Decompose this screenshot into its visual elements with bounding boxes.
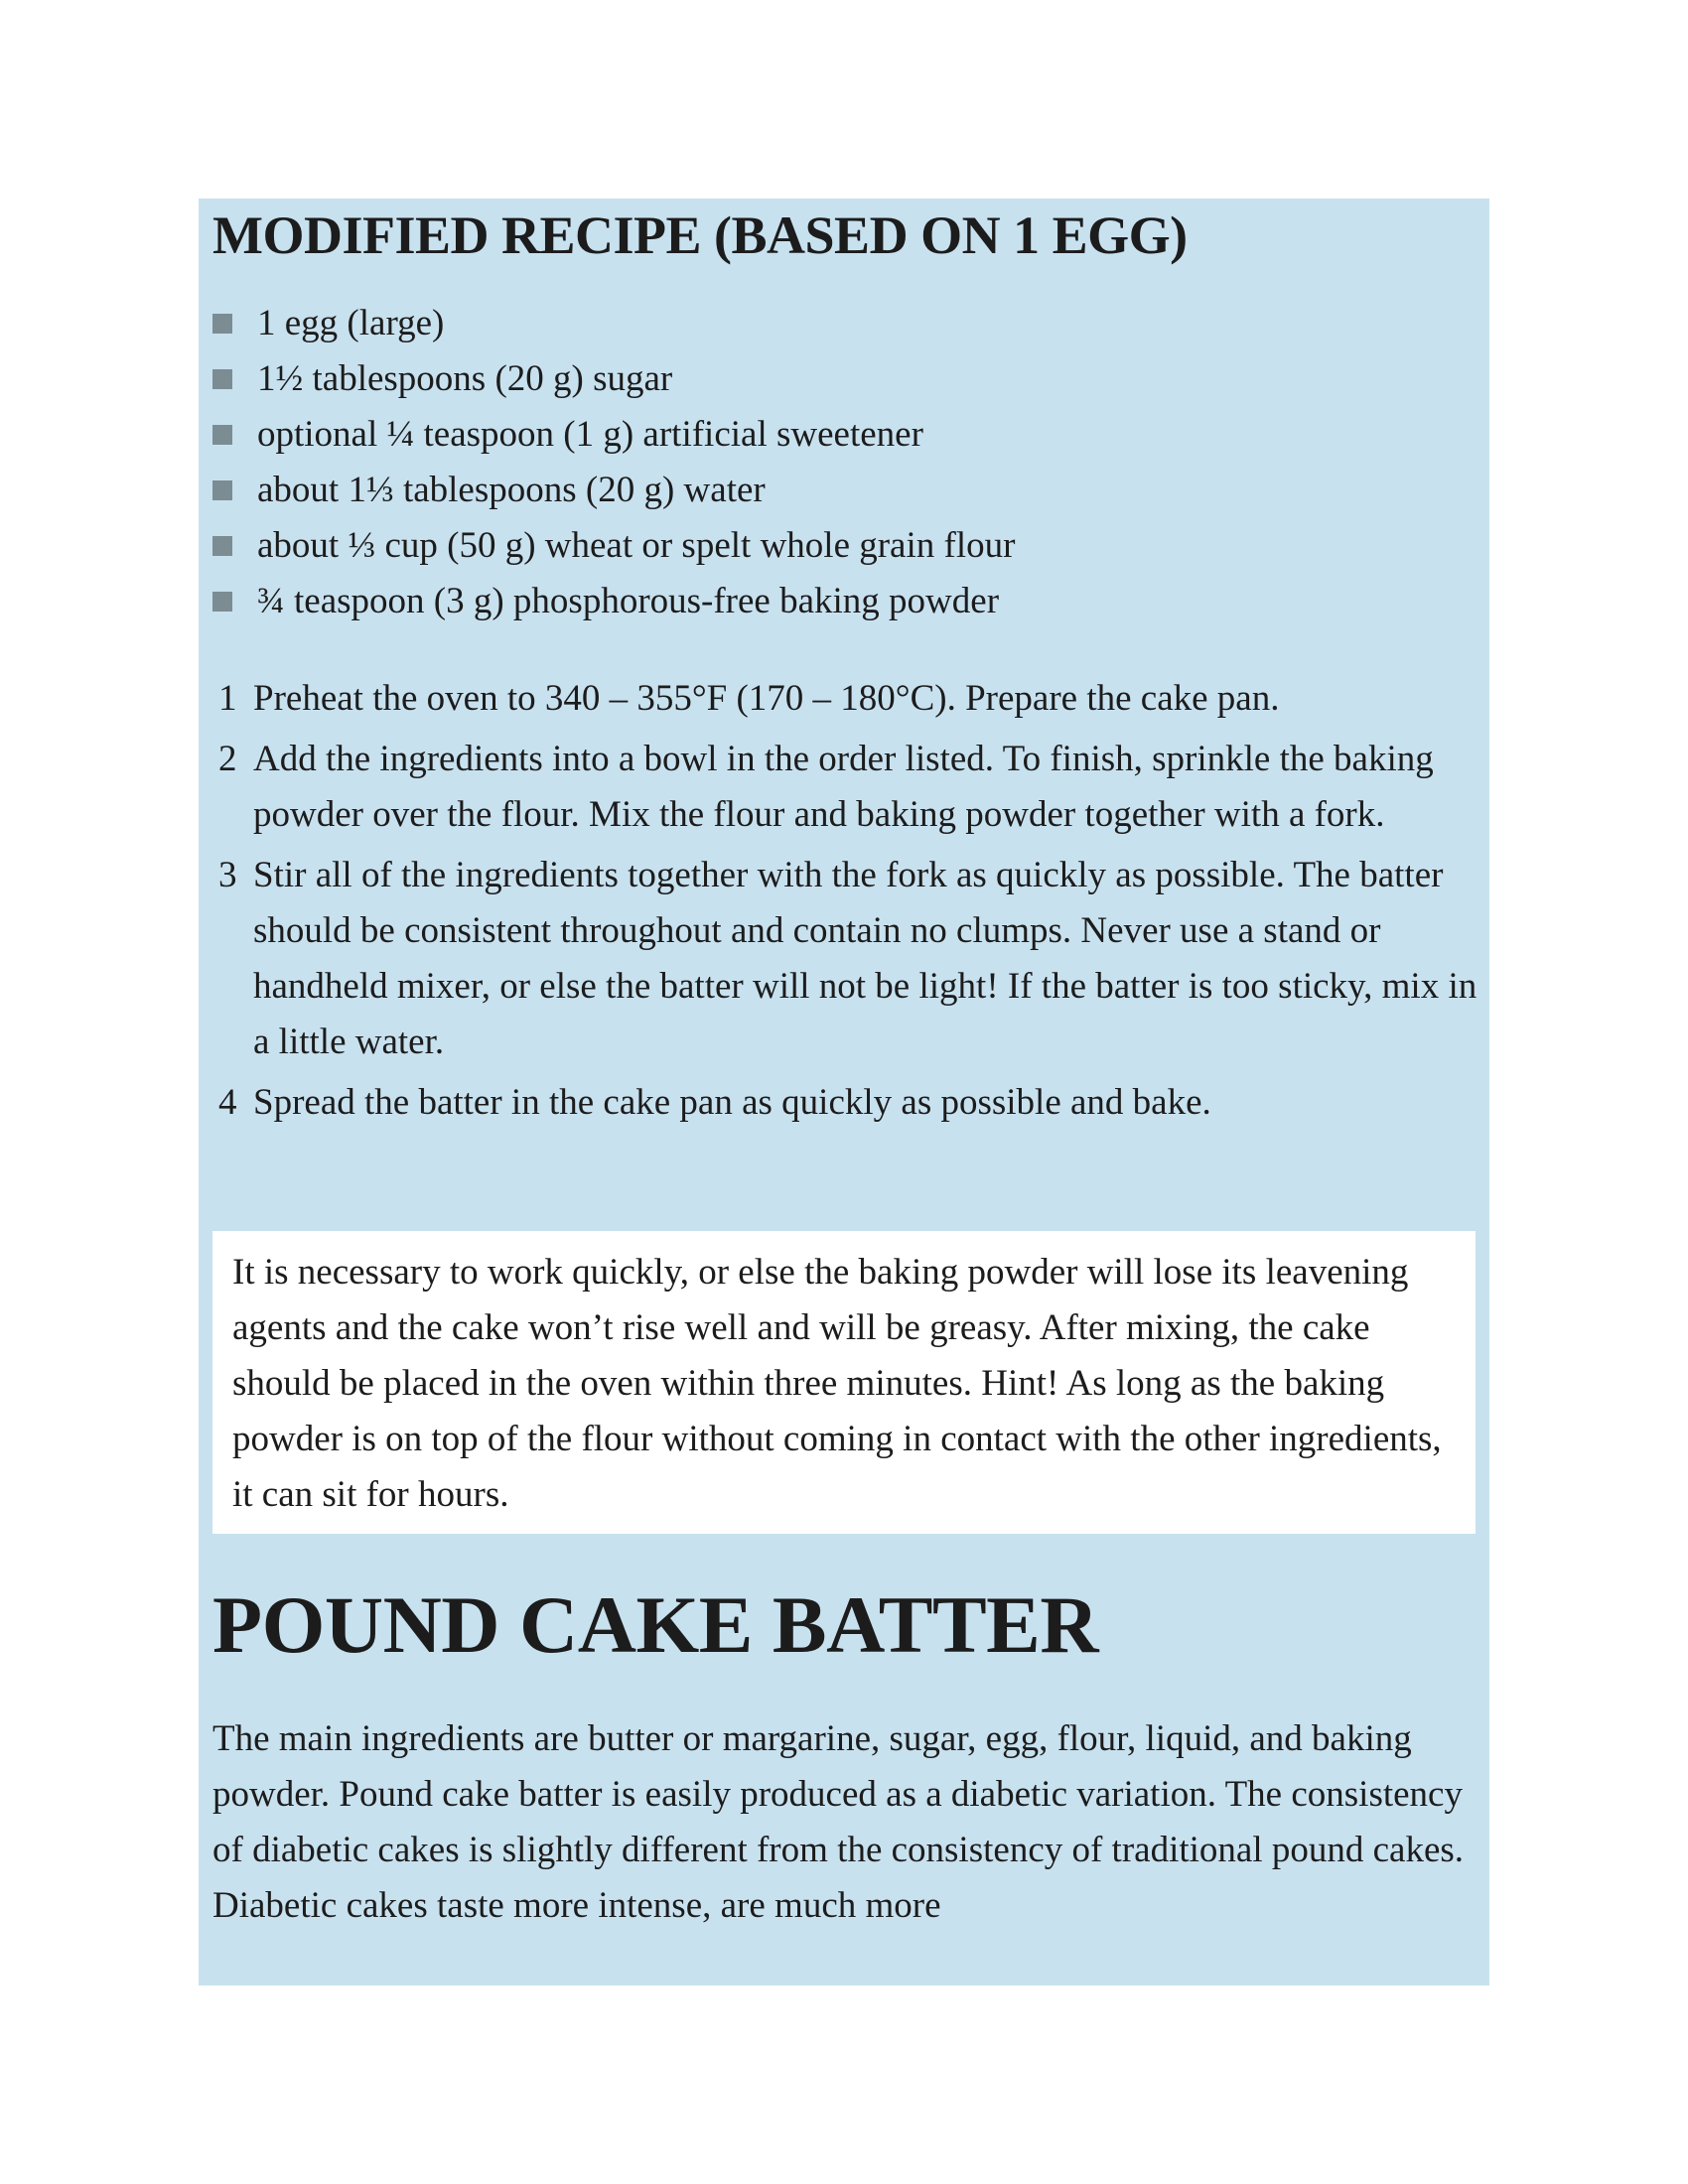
square-bullet-icon [212, 425, 232, 445]
step-text: Spread the batter in the cake pan as quickly as possible and bake. [253, 1082, 1211, 1123]
step-number: 2 [218, 739, 237, 779]
step-number: 3 [218, 855, 237, 895]
ingredient-item [212, 518, 1015, 574]
section-title: POUND CAKE BATTER [212, 1579, 1099, 1670]
ingredient-item [212, 296, 1015, 351]
ingredient-item [212, 574, 1015, 629]
step-item [212, 732, 1483, 843]
step-text: Add the ingredients into a bowl in the order listed. To finish, sprinkle the baking powder over the flour. Mix the flour and baking powder together with a fork. [253, 739, 1434, 835]
ingredient-item [212, 351, 1015, 407]
step-text: Stir all of the ingredients together with the fork as quickly as possible. The batter should be consistent throughout and contain no clumps. Never use a stand or handheld mixer, or else the batter will not be light! If the batter is too sticky, mix in a little water. [253, 855, 1477, 1062]
square-bullet-icon [212, 314, 232, 334]
ingredient-text: optional ¼ teaspoon (1 g) artificial sweetener [257, 414, 923, 455]
square-bullet-icon [212, 592, 232, 612]
step-item [212, 671, 1483, 727]
step-number: 4 [218, 1082, 237, 1123]
recipe-panel [199, 199, 1489, 1985]
square-bullet-icon [212, 369, 232, 389]
intro-paragraph: The main ingredients are butter or margarine, sugar, egg, flour, liquid, and baking powder. Pound cake batter is easily produced as a diabetic variation. The consistency of diabetic cakes is slightly different from the consistency of traditional pound cakes. Diabetic cakes taste more intense, are much more [212, 1718, 1465, 1926]
recipe-heading: MODIFIED RECIPE (BASED ON 1 EGG) [212, 205, 1188, 265]
ingredient-text: about 1⅓ tablespoons (20 g) water [257, 470, 766, 510]
ingredient-text: 1 egg (large) [257, 303, 445, 343]
instruction-steps [212, 671, 1483, 1136]
ingredient-text: about ⅓ cup (50 g) wheat or spelt whole grain flour [257, 525, 1016, 566]
ingredient-list [212, 296, 1015, 629]
step-number: 1 [218, 678, 237, 719]
step-text: Preheat the oven to 340 – 355°F (170 – 180°C). Prepare the cake pan. [253, 678, 1280, 719]
ingredient-text: 1½ tablespoons (20 g) sugar [257, 358, 673, 399]
tip-note-text: It is necessary to work quickly, or else the baking powder will lose its leavening agents and the cake won’t rise well and will be greasy. After mixing, the cake should be placed in the oven within three minutes. Hint! As long as the baking powder is on top of the flour without coming in contact with the other ingredients, it can sit for hours. [232, 1252, 1442, 1515]
square-bullet-icon [212, 536, 232, 556]
step-item [212, 1075, 1483, 1131]
ingredient-text: ¾ teaspoon (3 g) phosphorous-free baking powder [257, 581, 1000, 621]
square-bullet-icon [212, 480, 232, 500]
ingredient-item [212, 463, 1015, 518]
ingredient-item [212, 407, 1015, 463]
step-item [212, 848, 1483, 1070]
tip-note-box [212, 1231, 1476, 1534]
